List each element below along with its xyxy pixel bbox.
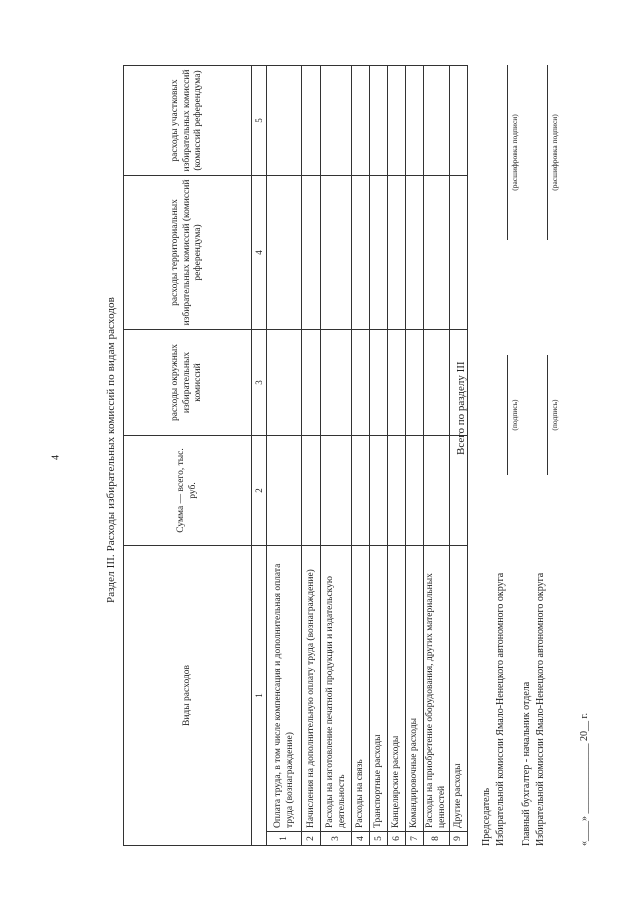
value-cell [388, 329, 406, 435]
table-header-row [124, 65, 252, 845]
value-cell [370, 175, 388, 329]
table-row [449, 65, 467, 845]
value-cell [370, 65, 388, 175]
accountant-decoding-line [547, 65, 548, 240]
value-cell [267, 329, 302, 435]
accountant-signature-caption: (подпись) [550, 399, 559, 431]
row-name: Командировочные расходы [406, 545, 424, 831]
accountant-title [520, 573, 547, 846]
row-name: Транспортные расходы [370, 545, 388, 831]
value-cell [267, 65, 302, 175]
row-name: Расходы на приобретение оборудования, других материальных ценностей [424, 545, 450, 831]
row-name: Другие расходы [449, 545, 467, 831]
section-title: Раздел III. Расходы избирательных комиссий по видам расходов [105, 297, 117, 603]
column-number: 2 [252, 435, 267, 545]
value-cell [370, 435, 388, 545]
page-number: 4 [50, 455, 62, 460]
column-number: 5 [252, 65, 267, 175]
chair-signature-line [507, 355, 508, 475]
value-cell [352, 65, 370, 175]
value-cell [449, 65, 467, 175]
value-cell [424, 329, 450, 435]
value-cell [267, 175, 302, 329]
value-cell [321, 175, 352, 329]
table-row [388, 65, 406, 845]
header-precinct: расходы участковых избирательных комиссий (комиссий референдума) [124, 65, 252, 175]
row-name: Начисления на дополнительную оплату труда (вознаграждение) [302, 545, 321, 831]
rotated-page-content [95, 50, 615, 850]
row-name: Расходы на связь [352, 545, 370, 831]
date-line: «____» ______________ 20__ г. [579, 713, 590, 846]
table-row [352, 65, 370, 845]
chair-title-line-2: Избирательной комиссии Ямало-Ненецкого автономного округа [494, 572, 506, 846]
value-cell [388, 65, 406, 175]
chair-title-line-1: Председатель [481, 787, 492, 846]
table-row [267, 65, 302, 845]
chair-decoding-caption: (расшифровка подписи) [510, 114, 519, 191]
header-territorial: расходы территориальных избирательных комиссий (комиссий референдума) [124, 175, 252, 329]
row-number: 4 [352, 832, 370, 846]
value-cell [321, 65, 352, 175]
column-number-row [252, 65, 267, 845]
value-cell [424, 65, 450, 175]
header-expense-types: Виды расходов [124, 545, 252, 845]
chair-title [480, 573, 507, 846]
value-cell [388, 435, 406, 545]
column-number: 3 [252, 329, 267, 435]
value-cell [370, 329, 388, 435]
value-cell [449, 175, 467, 329]
value-cell [352, 435, 370, 545]
table-row [302, 65, 321, 845]
value-cell [267, 435, 302, 545]
value-cell [302, 65, 321, 175]
row-number: 5 [370, 832, 388, 846]
value-cell [352, 329, 370, 435]
row-number: 7 [406, 832, 424, 846]
table-row [370, 65, 388, 845]
expenses-table [123, 65, 468, 846]
value-cell [406, 175, 424, 329]
row-name: Оплата труда, в том числе компенсация и дополнительная оплата труда (вознаграждение) [267, 545, 302, 831]
value-cell [424, 175, 450, 329]
value-cell [406, 329, 424, 435]
header-total-sum: Сумма — всего, тыс. руб. [124, 435, 252, 545]
value-cell [406, 65, 424, 175]
accountant-signature-line [547, 355, 548, 475]
value-cell [321, 435, 352, 545]
value-cell [302, 175, 321, 329]
value-cell [406, 435, 424, 545]
row-number: 3 [321, 832, 352, 846]
row-name: Расходы на изготовление печатной продукции и издательскую деятельность [321, 545, 352, 831]
value-cell [388, 175, 406, 329]
header-district: расходы окружных избирательных комиссий [124, 329, 252, 435]
table-row [321, 65, 352, 845]
accountant-decoding-caption: (расшифровка подписи) [550, 114, 559, 191]
row-number: 1 [267, 832, 302, 846]
value-cell [302, 329, 321, 435]
value-cell [302, 435, 321, 545]
table-row [406, 65, 424, 845]
row-number: 2 [302, 832, 321, 846]
table-row [424, 65, 450, 845]
row-number: 6 [388, 832, 406, 846]
chair-signature-caption: (подпись) [510, 399, 519, 431]
column-number: 1 [252, 545, 267, 845]
row-number: 9 [449, 832, 467, 846]
row-number: 8 [424, 832, 450, 846]
column-number: 4 [252, 175, 267, 329]
row-name: Канцелярские расходы [388, 545, 406, 831]
accountant-title-line-2: Избирательной комиссии Ямало-Ненецкого автономного округа [534, 572, 546, 846]
value-cell [424, 435, 450, 545]
section-total-label: Всего по разделу III [455, 361, 467, 455]
value-cell [321, 329, 352, 435]
value-cell [352, 175, 370, 329]
chair-decoding-line [507, 65, 508, 240]
accountant-title-line-1: Главный бухгалтер - начальник отдела [521, 681, 532, 846]
